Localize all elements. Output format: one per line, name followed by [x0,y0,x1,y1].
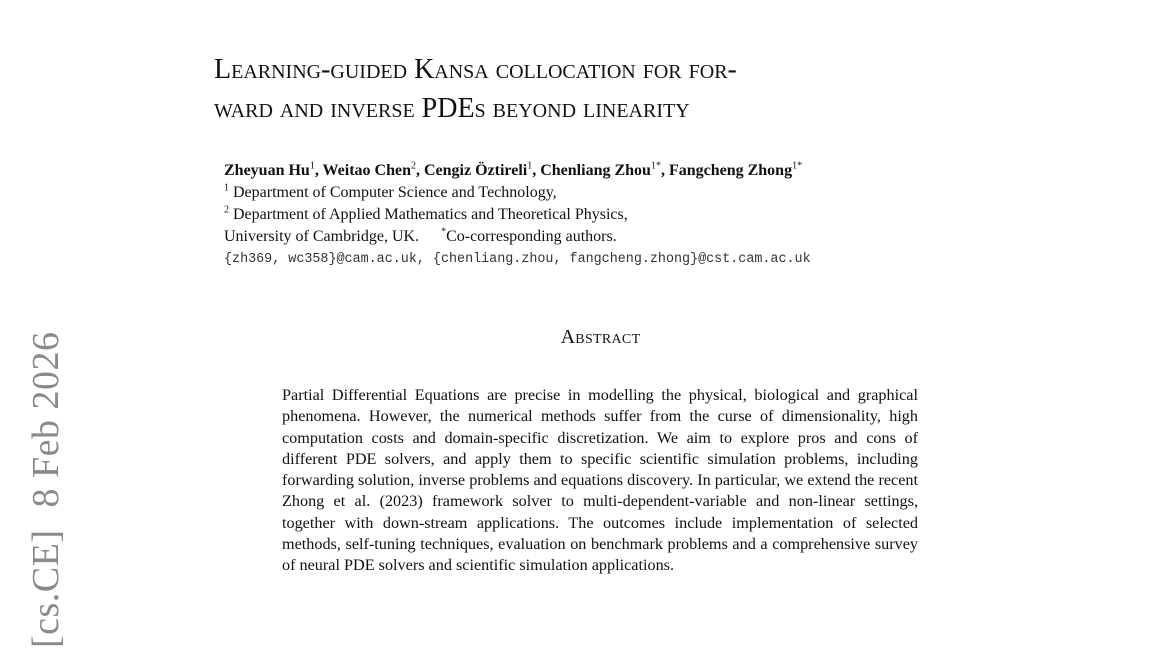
arxiv-date: 8 Feb 2026 [25,331,67,508]
author-name: Chenliang Zhou [540,162,651,179]
author-name: Weitao Chen [322,162,411,179]
affiliation-mark: 1 [224,182,229,194]
abstract-heading: Abstract [560,326,641,348]
author-emails: {zh369, wc358}@cam.ac.uk, {chenliang.zhou, fangcheng.zhong}@cst.cam.ac.uk [224,252,811,267]
arxiv-category: [cs.CE] [25,529,67,648]
author-separator: , [660,162,669,179]
affiliation-2 [224,204,1044,226]
title-line-1: Learning-guided Kansa collocation for for- [214,54,737,85]
title-line-2: ward and inverse PDEs beyond linearity [214,93,690,124]
author-name: Zheyuan Hu [224,162,310,179]
author-separator: , [415,162,424,179]
author-affiliation-mark: 1 [309,160,315,172]
abstract-text: Partial Differential Equations are precise in modelling the physical, biological and graphical phenomena. However, the numerical methods suffer from the curse of dimensionality, high computation costs and domain-specific discretization. We aim to explore pros and cons of different PDE solvers, and apply them to specific scientific simulation problems, including forwarding solution, inverse problems and equations discovery. In particular, we extend the recent Zhong et al. (2023) framework solver to multi-dependent-variable and non-linear settings, together with down-stream applications. The outcomes include implementation of selected methods, self-tuning techniques, evaluation on benchmark problems and a comprehensive survey of neural PDE solvers and scientific simulation applications. [282,386,918,575]
author-name: Fangcheng Zhong [668,162,793,179]
university-line [224,226,1044,248]
author-block [224,160,1044,271]
author-name: Cengiz Öztireli [423,162,528,179]
arxiv-stamp [24,331,68,648]
author-list [224,160,1044,182]
author-separator: , [314,162,323,179]
paper-title [214,50,1014,128]
corresponding-mark: * [441,226,447,238]
author-affiliation-mark: 1 [527,160,533,172]
author-separator: , [532,162,541,179]
affiliation-text: Department of Computer Science and Technology, [229,184,557,201]
affiliation-1 [224,182,1044,204]
corresponding-note: Co-corresponding authors. [446,228,617,245]
affiliation-text: Department of Applied Mathematics and Theoretical Physics, [229,206,628,223]
affiliation-mark: 2 [224,204,229,216]
university: University of Cambridge, UK. [224,228,420,245]
author-affiliation-mark: 2 [410,160,416,172]
author-affiliation-mark: 1* [650,160,661,172]
author-affiliation-mark: 1* [792,160,803,172]
